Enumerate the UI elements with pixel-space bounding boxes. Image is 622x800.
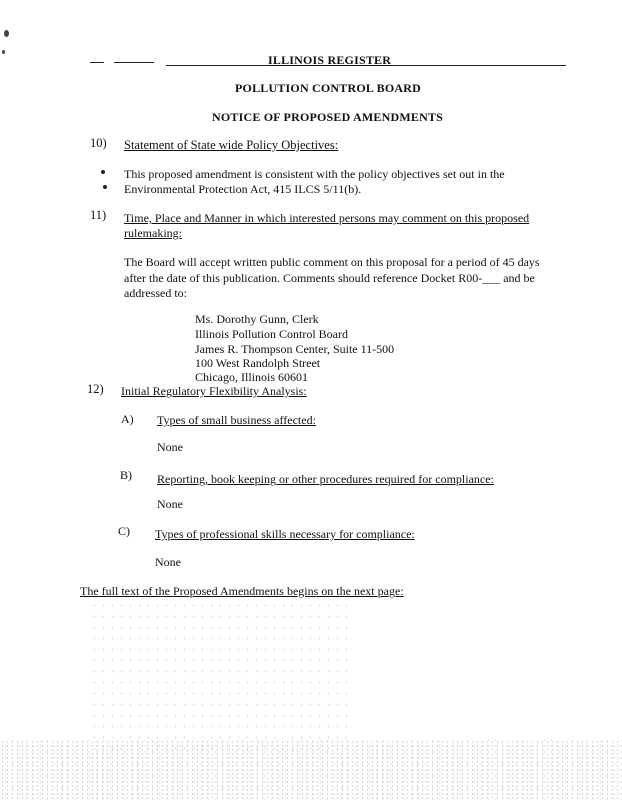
item-value: None [155,555,181,569]
footer-note: The full text of the Proposed Amendments begins on the next page: [80,584,404,598]
address-line: Chicago, Illinois 60601 [195,370,308,384]
item-label: Types of professional skills necessary for compliance: [155,527,415,541]
scan-speck [2,50,5,54]
item-label: Types of small business affected: [157,413,316,427]
item-letter: B) [120,468,132,482]
address-line: Ms. Dorothy Gunn, Clerk [195,312,319,326]
section-12-heading: Initial Regulatory Flexibility Analysis: [121,384,307,398]
address-line: 100 West Randolph Street [195,356,321,370]
section-11-heading-line-1: Time, Place and Manner in which interested persons may comment on this proposed [124,211,530,225]
section-10-heading: Statement of State wide Policy Objectives: [124,138,339,152]
bullet-icon [103,185,107,189]
section-11-number: 11) [90,208,107,222]
address-line: James R. Thompson Center, Suite 11-500 [195,342,395,356]
section-11-body-line-2: after the date of this publication. Comments should reference Docket R00-___ and be [124,271,535,285]
section-11-heading-line-2: rulemaking: [124,226,182,240]
section-10-line-2: Environmental Protection Act, 415 ILCS 5/11(b). [124,182,362,196]
item-label: Reporting, book keeping or other procedures required for compliance: [157,472,494,486]
item-letter: C) [118,524,130,538]
section-12-number: 12) [87,382,104,396]
bullet-icon [101,170,105,174]
item-letter: A) [121,412,134,426]
section-10-number: 10) [90,136,107,150]
register-title: ILLINOIS REGISTER [268,53,392,67]
section-11-body-line-1: The Board will accept written public comment on this proposal for a period of 45 days [124,255,540,269]
item-value: None [157,497,183,511]
header-rule-dash-1 [90,62,104,63]
section-10-line-1: This proposed amendment is consistent with the policy objectives set out in the [124,167,505,181]
section-11-body-line-3: addressed to: [124,286,187,300]
agency-title: POLLUTION CONTROL BOARD [235,81,421,95]
header-rule-dash-2 [114,62,154,63]
address-line: Illinois Pollution Control Board [195,327,349,341]
scan-speck [4,30,9,37]
item-value: None [157,440,183,454]
scan-noise-middle [90,600,350,750]
notice-title: NOTICE OF PROPOSED AMENDMENTS [212,110,444,124]
